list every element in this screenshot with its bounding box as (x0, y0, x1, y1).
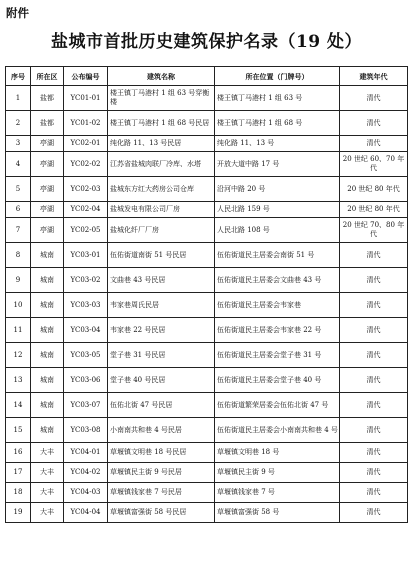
cell-district: 亭湖 (31, 177, 64, 202)
cell-code: YC02-01 (64, 136, 108, 152)
table-row (6, 503, 408, 523)
cell-location: 伍佑街道民主居委会小南南共和巷 4 号 (215, 418, 340, 443)
header-era: 建筑年代 (340, 67, 408, 86)
cell-code: YC03-01 (64, 243, 108, 268)
cell-building-name: 草堰镇文明巷 18 号民居 (108, 443, 215, 463)
table-row (6, 418, 408, 443)
cell-district: 盐都 (31, 111, 64, 136)
cell-building-name: 楼王镇丁马港村 1 组 63 号穿衡楼 (108, 86, 215, 111)
cell-era: 清代 (340, 443, 408, 463)
cell-building-name: 伍佑街道南街 51 号民居 (108, 243, 215, 268)
cell-era: 清代 (340, 268, 408, 293)
cell-location: 人民北路 159 号 (215, 202, 340, 218)
table-row (6, 202, 408, 218)
cell-building-name: 韦家巷 22 号民居 (108, 318, 215, 343)
cell-location: 伍佑街道民主居委会文曲巷 43 号 (215, 268, 340, 293)
cell-index: 2 (6, 111, 31, 136)
cell-building-name: 草堰镇民主街 9 号民居 (108, 463, 215, 483)
table-row (6, 268, 408, 293)
cell-location: 伍佑街道民主居委会韦家巷 22 号 (215, 318, 340, 343)
cell-index: 8 (6, 243, 31, 268)
cell-era: 清代 (340, 503, 408, 523)
cell-code: YC03-04 (64, 318, 108, 343)
cell-building-name: 盐城发电有限公司厂房 (108, 202, 215, 218)
cell-location: 伍佑街道民主居委会南街 51 号 (215, 243, 340, 268)
cell-code: YC04-01 (64, 443, 108, 463)
table-row (6, 86, 408, 111)
cell-district: 大丰 (31, 503, 64, 523)
cell-location: 伍佑街道民主居委会堂子巷 40 号 (215, 368, 340, 393)
cell-index: 9 (6, 268, 31, 293)
cell-location: 楼王镇丁马港村 1 组 68 号 (215, 111, 340, 136)
table-row (6, 243, 408, 268)
cell-code: YC02-04 (64, 202, 108, 218)
table-row (6, 293, 408, 318)
cell-district: 城南 (31, 243, 64, 268)
table-row (6, 136, 408, 152)
cell-location: 伍佑街道民主居委会堂子巷 31 号 (215, 343, 340, 368)
cell-era: 20 世纪 80 年代 (340, 177, 408, 202)
cell-code: YC04-04 (64, 503, 108, 523)
cell-era: 清代 (340, 418, 408, 443)
header-index: 序号 (6, 67, 31, 86)
cell-era: 清代 (340, 343, 408, 368)
cell-index: 4 (6, 152, 31, 177)
cell-era: 清代 (340, 483, 408, 503)
heritage-building-table (5, 66, 408, 523)
cell-code: YC03-02 (64, 268, 108, 293)
cell-location: 楼王镇丁马港村 1 组 63 号 (215, 86, 340, 111)
cell-district: 城南 (31, 318, 64, 343)
cell-code: YC02-03 (64, 177, 108, 202)
cell-index: 11 (6, 318, 31, 343)
cell-era: 清代 (340, 318, 408, 343)
cell-district: 亭湖 (31, 218, 64, 243)
table-row (6, 177, 408, 202)
table-row (6, 443, 408, 463)
cell-index: 17 (6, 463, 31, 483)
cell-district: 亭湖 (31, 202, 64, 218)
cell-district: 大丰 (31, 483, 64, 503)
cell-location: 伍佑街道民主居委会韦家巷 (215, 293, 340, 318)
table-row (6, 152, 408, 177)
cell-index: 19 (6, 503, 31, 523)
cell-district: 大丰 (31, 443, 64, 463)
header-building-name: 建筑名称 (108, 67, 215, 86)
cell-district: 城南 (31, 343, 64, 368)
cell-index: 10 (6, 293, 31, 318)
cell-code: YC03-06 (64, 368, 108, 393)
cell-era: 清代 (340, 111, 408, 136)
cell-code: YC03-07 (64, 393, 108, 418)
cell-building-name: 伍佑北街 47 号民居 (108, 393, 215, 418)
cell-building-name: 堂子巷 31 号民居 (108, 343, 215, 368)
cell-code: YC02-02 (64, 152, 108, 177)
cell-era: 20 世纪 80 年代 (340, 202, 408, 218)
cell-code: YC03-05 (64, 343, 108, 368)
cell-district: 大丰 (31, 463, 64, 483)
table-row (6, 318, 408, 343)
cell-era: 清代 (340, 368, 408, 393)
cell-district: 城南 (31, 293, 64, 318)
cell-building-name: 韦家巷周氏民居 (108, 293, 215, 318)
cell-building-name: 堂子巷 40 号民居 (108, 368, 215, 393)
table-header-row (6, 67, 408, 86)
cell-era: 清代 (340, 243, 408, 268)
cell-location: 纯化路 11、13 号 (215, 136, 340, 152)
cell-location: 人民北路 108 号 (215, 218, 340, 243)
cell-district: 城南 (31, 268, 64, 293)
cell-era: 20 世纪 70、80 年代 (340, 218, 408, 243)
cell-location: 草堰镇钱家巷 7 号 (215, 483, 340, 503)
cell-district: 城南 (31, 418, 64, 443)
cell-code: YC02-05 (64, 218, 108, 243)
table-row (6, 343, 408, 368)
cell-index: 3 (6, 136, 31, 152)
header-location: 所在位置（门牌号） (215, 67, 340, 86)
cell-building-name: 楼王镇丁马港村 1 组 68 号民居 (108, 111, 215, 136)
cell-index: 6 (6, 202, 31, 218)
cell-index: 15 (6, 418, 31, 443)
header-code: 公布编号 (64, 67, 108, 86)
cell-index: 5 (6, 177, 31, 202)
cell-index: 14 (6, 393, 31, 418)
attachment-label: 附件 (6, 6, 29, 20)
cell-era: 清代 (340, 136, 408, 152)
cell-index: 18 (6, 483, 31, 503)
header-district: 所在区 (31, 67, 64, 86)
cell-code: YC03-03 (64, 293, 108, 318)
cell-code: YC04-03 (64, 483, 108, 503)
cell-district: 盐都 (31, 86, 64, 111)
cell-code: YC01-02 (64, 111, 108, 136)
cell-district: 亭湖 (31, 136, 64, 152)
cell-location: 开放大道中路 17 号 (215, 152, 340, 177)
cell-code: YC03-08 (64, 418, 108, 443)
cell-era: 20 世纪 60、70 年代 (340, 152, 408, 177)
cell-code: YC01-01 (64, 86, 108, 111)
cell-district: 亭湖 (31, 152, 64, 177)
cell-building-name: 江苏省盐城肉联厂冷库、水塔 (108, 152, 215, 177)
table-row (6, 218, 408, 243)
cell-building-name: 小南南共和巷 4 号民居 (108, 418, 215, 443)
table-body (6, 86, 408, 523)
cell-location: 草堰镇富强街 58 号 (215, 503, 340, 523)
cell-index: 13 (6, 368, 31, 393)
cell-location: 草堰镇民主街 9 号 (215, 463, 340, 483)
cell-index: 7 (6, 218, 31, 243)
cell-building-name: 盐城化纤厂厂房 (108, 218, 215, 243)
cell-era: 清代 (340, 463, 408, 483)
table-row (6, 111, 408, 136)
cell-building-name: 草堰镇富强街 58 号民居 (108, 503, 215, 523)
cell-building-name: 草堰镇钱家巷 7 号民居 (108, 483, 215, 503)
cell-index: 16 (6, 443, 31, 463)
cell-location: 伍佑街道繁荣居委会伍佑北街 47 号 (215, 393, 340, 418)
cell-index: 1 (6, 86, 31, 111)
cell-district: 城南 (31, 393, 64, 418)
table-row (6, 483, 408, 503)
cell-district: 城南 (31, 368, 64, 393)
cell-code: YC04-02 (64, 463, 108, 483)
page-title: 盐城市首批历史建筑保护名录（19 处） (50, 32, 363, 52)
cell-era: 清代 (340, 293, 408, 318)
cell-building-name: 盐城东方红大药房公司仓库 (108, 177, 215, 202)
cell-building-name: 纯化路 11、13 号民居 (108, 136, 215, 152)
table-row (6, 393, 408, 418)
cell-building-name: 文曲巷 43 号民居 (108, 268, 215, 293)
cell-era: 清代 (340, 86, 408, 111)
table-row (6, 463, 408, 483)
cell-location: 沿河中路 20 号 (215, 177, 340, 202)
table-row (6, 368, 408, 393)
cell-era: 清代 (340, 393, 408, 418)
cell-index: 12 (6, 343, 31, 368)
cell-location: 草堰镇文明巷 18 号 (215, 443, 340, 463)
